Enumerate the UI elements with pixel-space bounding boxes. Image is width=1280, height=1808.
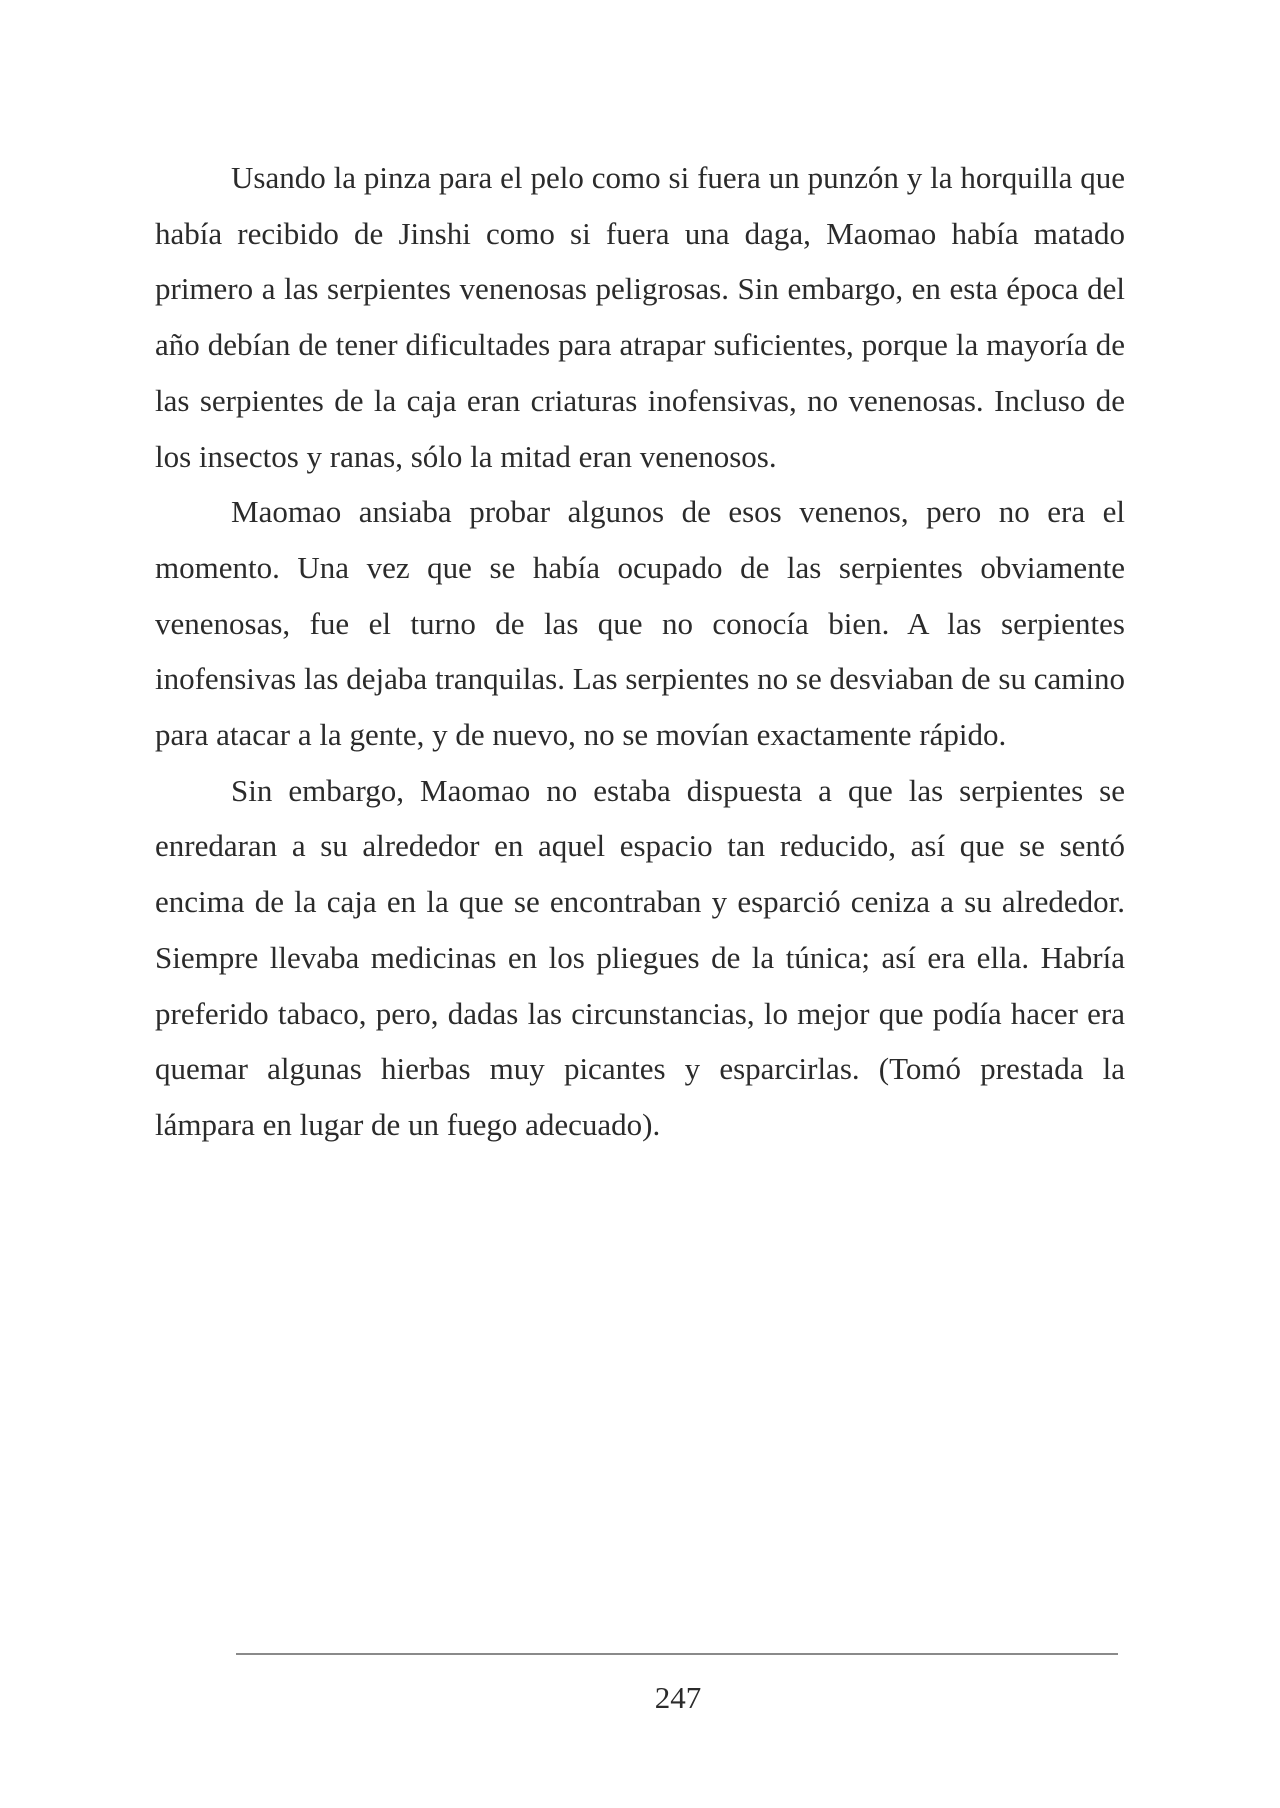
paragraph-2: Maomao ansiaba probar algunos de esos venenos, pero no era el momento. Una vez que se había ocupado de las serpientes obviamente venenosas, fue el turno de las que no conocía bien. A las serpientes inofensivas las dejaba tranquilas. Las serpientes no se desviaban de su camino para atacar a la gente, y de nuevo, no se movían exactamente rápido.	[155, 494, 1125, 753]
footer-divider	[236, 1653, 1118, 1655]
page-number: 247	[654, 1680, 702, 1715]
paragraph-1: Usando la pinza para el pelo como si fuera un punzón y la horquilla que había recibido de Jinshi como si fuera una daga, Maomao había matado primero a las serpientes venenosas peligrosas. Sin embargo, en esta época del año debían de tener dificultades para atrapar suficientes, porque la mayoría de las serpientes de la caja eran criaturas inofensivas, no venenosas. Incluso de los insectos y ranas, sólo la mitad eran venenosos.	[155, 160, 1125, 474]
body-text	[155, 150, 1125, 1153]
paragraph-3: Sin embargo, Maomao no estaba dispuesta a que las serpientes se enredaran a su alrededor en aquel espacio tan reducido, así que se sentó encima de la caja en la que se encontraban y esparció ceniza a su alrededor. Siempre llevaba medicinas en los pliegues de la túnica; así era ella. Habría preferido tabaco, pero, dadas las circunstancias, lo mejor que podía hacer era quemar algunas hierbas muy picantes y esparcirlas. (Tomó prestada la lámpara en lugar de un fuego adecuado).	[155, 772, 1125, 1142]
